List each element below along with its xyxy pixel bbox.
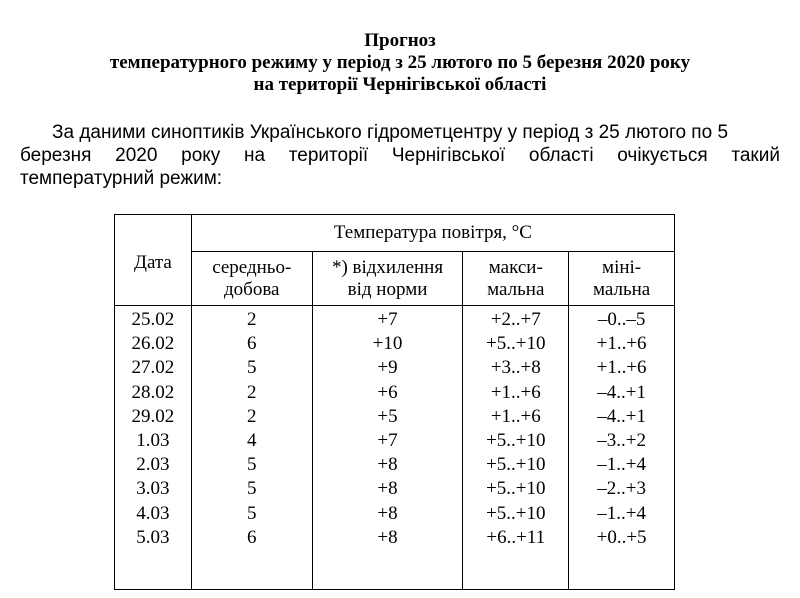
table-cell-maximum: +2..+7	[490, 309, 541, 330]
table-cell-maximum: +5..+10	[486, 429, 546, 451]
paragraph-word: року	[181, 145, 221, 166]
table-cell-maximum: +5..+10	[486, 502, 546, 524]
table-cell-deviation: +7	[377, 309, 398, 330]
column-header-maximum	[463, 252, 569, 306]
minimum-column	[569, 306, 675, 590]
header-line: макси-	[488, 256, 543, 278]
table-cell-date: 1.03	[136, 429, 170, 451]
paragraph-word: 2020	[115, 145, 158, 166]
paragraph-word: на	[244, 145, 266, 166]
paragraph-line-1: За даними синоптиків Українського гідрометцентру у період з 25 лютого по 5	[52, 122, 729, 143]
table-cell-minimum: +1..+6	[596, 357, 647, 379]
paragraph-line-3: температурний режим:	[20, 168, 223, 189]
table-cell-maximum: +5..+10	[486, 478, 546, 500]
table-cell-date: 25.02	[131, 309, 175, 330]
table-cell-maximum: +1..+6	[490, 381, 541, 403]
header-line: міні-	[602, 256, 642, 278]
table-cell-minimum: –1..+4	[597, 454, 646, 476]
paragraph-word: області	[528, 145, 594, 166]
paragraph-word: території	[288, 145, 369, 166]
table-cell-minimum: –2..+3	[597, 478, 646, 500]
header-line: середньо-	[212, 256, 292, 278]
temperature-group-header: Температура повітря, °С	[191, 215, 674, 252]
table-cell-average: 2	[247, 405, 257, 427]
table-cell-date: 26.02	[131, 333, 175, 355]
table-cell-average: 5	[247, 357, 257, 379]
table-cell-maximum: +5..+10	[486, 333, 546, 355]
table-cell-minimum: –4..+1	[597, 405, 646, 427]
temperature-table	[114, 214, 675, 590]
title-line-2: температурного режиму у період з 25 лютого по 5 березня 2020 року	[109, 52, 691, 73]
table-cell-minimum: –1..+4	[597, 502, 646, 524]
table-cell-minimum: +0..+5	[596, 526, 647, 548]
table-cell-minimum: –4..+1	[597, 381, 646, 403]
deviation-column	[312, 306, 463, 590]
date-header: Дата	[115, 215, 192, 306]
title-line-3: на території Чернігівської області	[253, 74, 547, 95]
table-cell-average: 6	[247, 526, 257, 548]
header-line: мальна	[592, 278, 651, 300]
table-cell-deviation: +8	[377, 478, 398, 500]
column-header-average	[191, 252, 312, 306]
table-cell-date: 5.03	[136, 526, 170, 548]
table-cell-deviation: +7	[377, 429, 398, 451]
paragraph-word: такий	[731, 145, 780, 166]
table-cell-deviation: +8	[377, 502, 398, 524]
table-cell-deviation: +9	[377, 357, 398, 379]
table-cell-date: 3.03	[136, 478, 170, 500]
table-cell-average: 2	[247, 309, 257, 330]
table-cell-maximum: +3..+8	[490, 357, 541, 379]
table-cell-deviation: +10	[372, 333, 403, 355]
table-cell-maximum: +6..+11	[486, 526, 546, 548]
table-cell-minimum: –3..+2	[597, 429, 646, 451]
table-cell-minimum: –0..–5	[597, 309, 646, 330]
paragraph-word: березня	[20, 145, 92, 166]
header-line: добова	[224, 278, 280, 300]
table-cell-date: 28.02	[131, 381, 175, 403]
table-cell-date: 29.02	[131, 405, 175, 427]
header-line: мальна	[487, 278, 545, 300]
table-cell-average: 5	[247, 454, 257, 476]
table-cell-minimum: +1..+6	[596, 333, 647, 355]
date-column	[115, 306, 192, 590]
table-cell-date: 4.03	[136, 502, 170, 524]
paragraph-line-2	[20, 145, 780, 167]
table-cell-deviation: +5	[377, 405, 398, 427]
paragraph-word: очікується	[617, 145, 708, 166]
table-cell-deviation: +6	[377, 381, 398, 403]
table-cell-average: 2	[247, 381, 257, 403]
table-cell-maximum: +5..+10	[486, 454, 546, 476]
table-cell-average: 5	[247, 478, 257, 500]
table-cell-average: 6	[247, 333, 257, 355]
header-line: *) відхилення	[331, 256, 444, 278]
table-cell-average: 5	[247, 502, 257, 524]
table-cell-maximum: +1..+6	[490, 405, 541, 427]
column-header-deviation	[312, 252, 463, 306]
average-column	[191, 306, 312, 590]
table-cell-deviation: +8	[377, 526, 398, 548]
table-cell-date: 2.03	[136, 454, 170, 476]
maximum-column	[463, 306, 569, 590]
header-line: від норми	[347, 278, 428, 300]
paragraph-word: Чернігівської	[391, 145, 506, 166]
table-cell-average: 4	[247, 429, 257, 451]
title-line-1: Прогноз	[364, 30, 436, 51]
table-cell-date: 27.02	[131, 357, 175, 379]
table-cell-deviation: +8	[377, 454, 398, 476]
column-header-minimum	[569, 252, 675, 306]
